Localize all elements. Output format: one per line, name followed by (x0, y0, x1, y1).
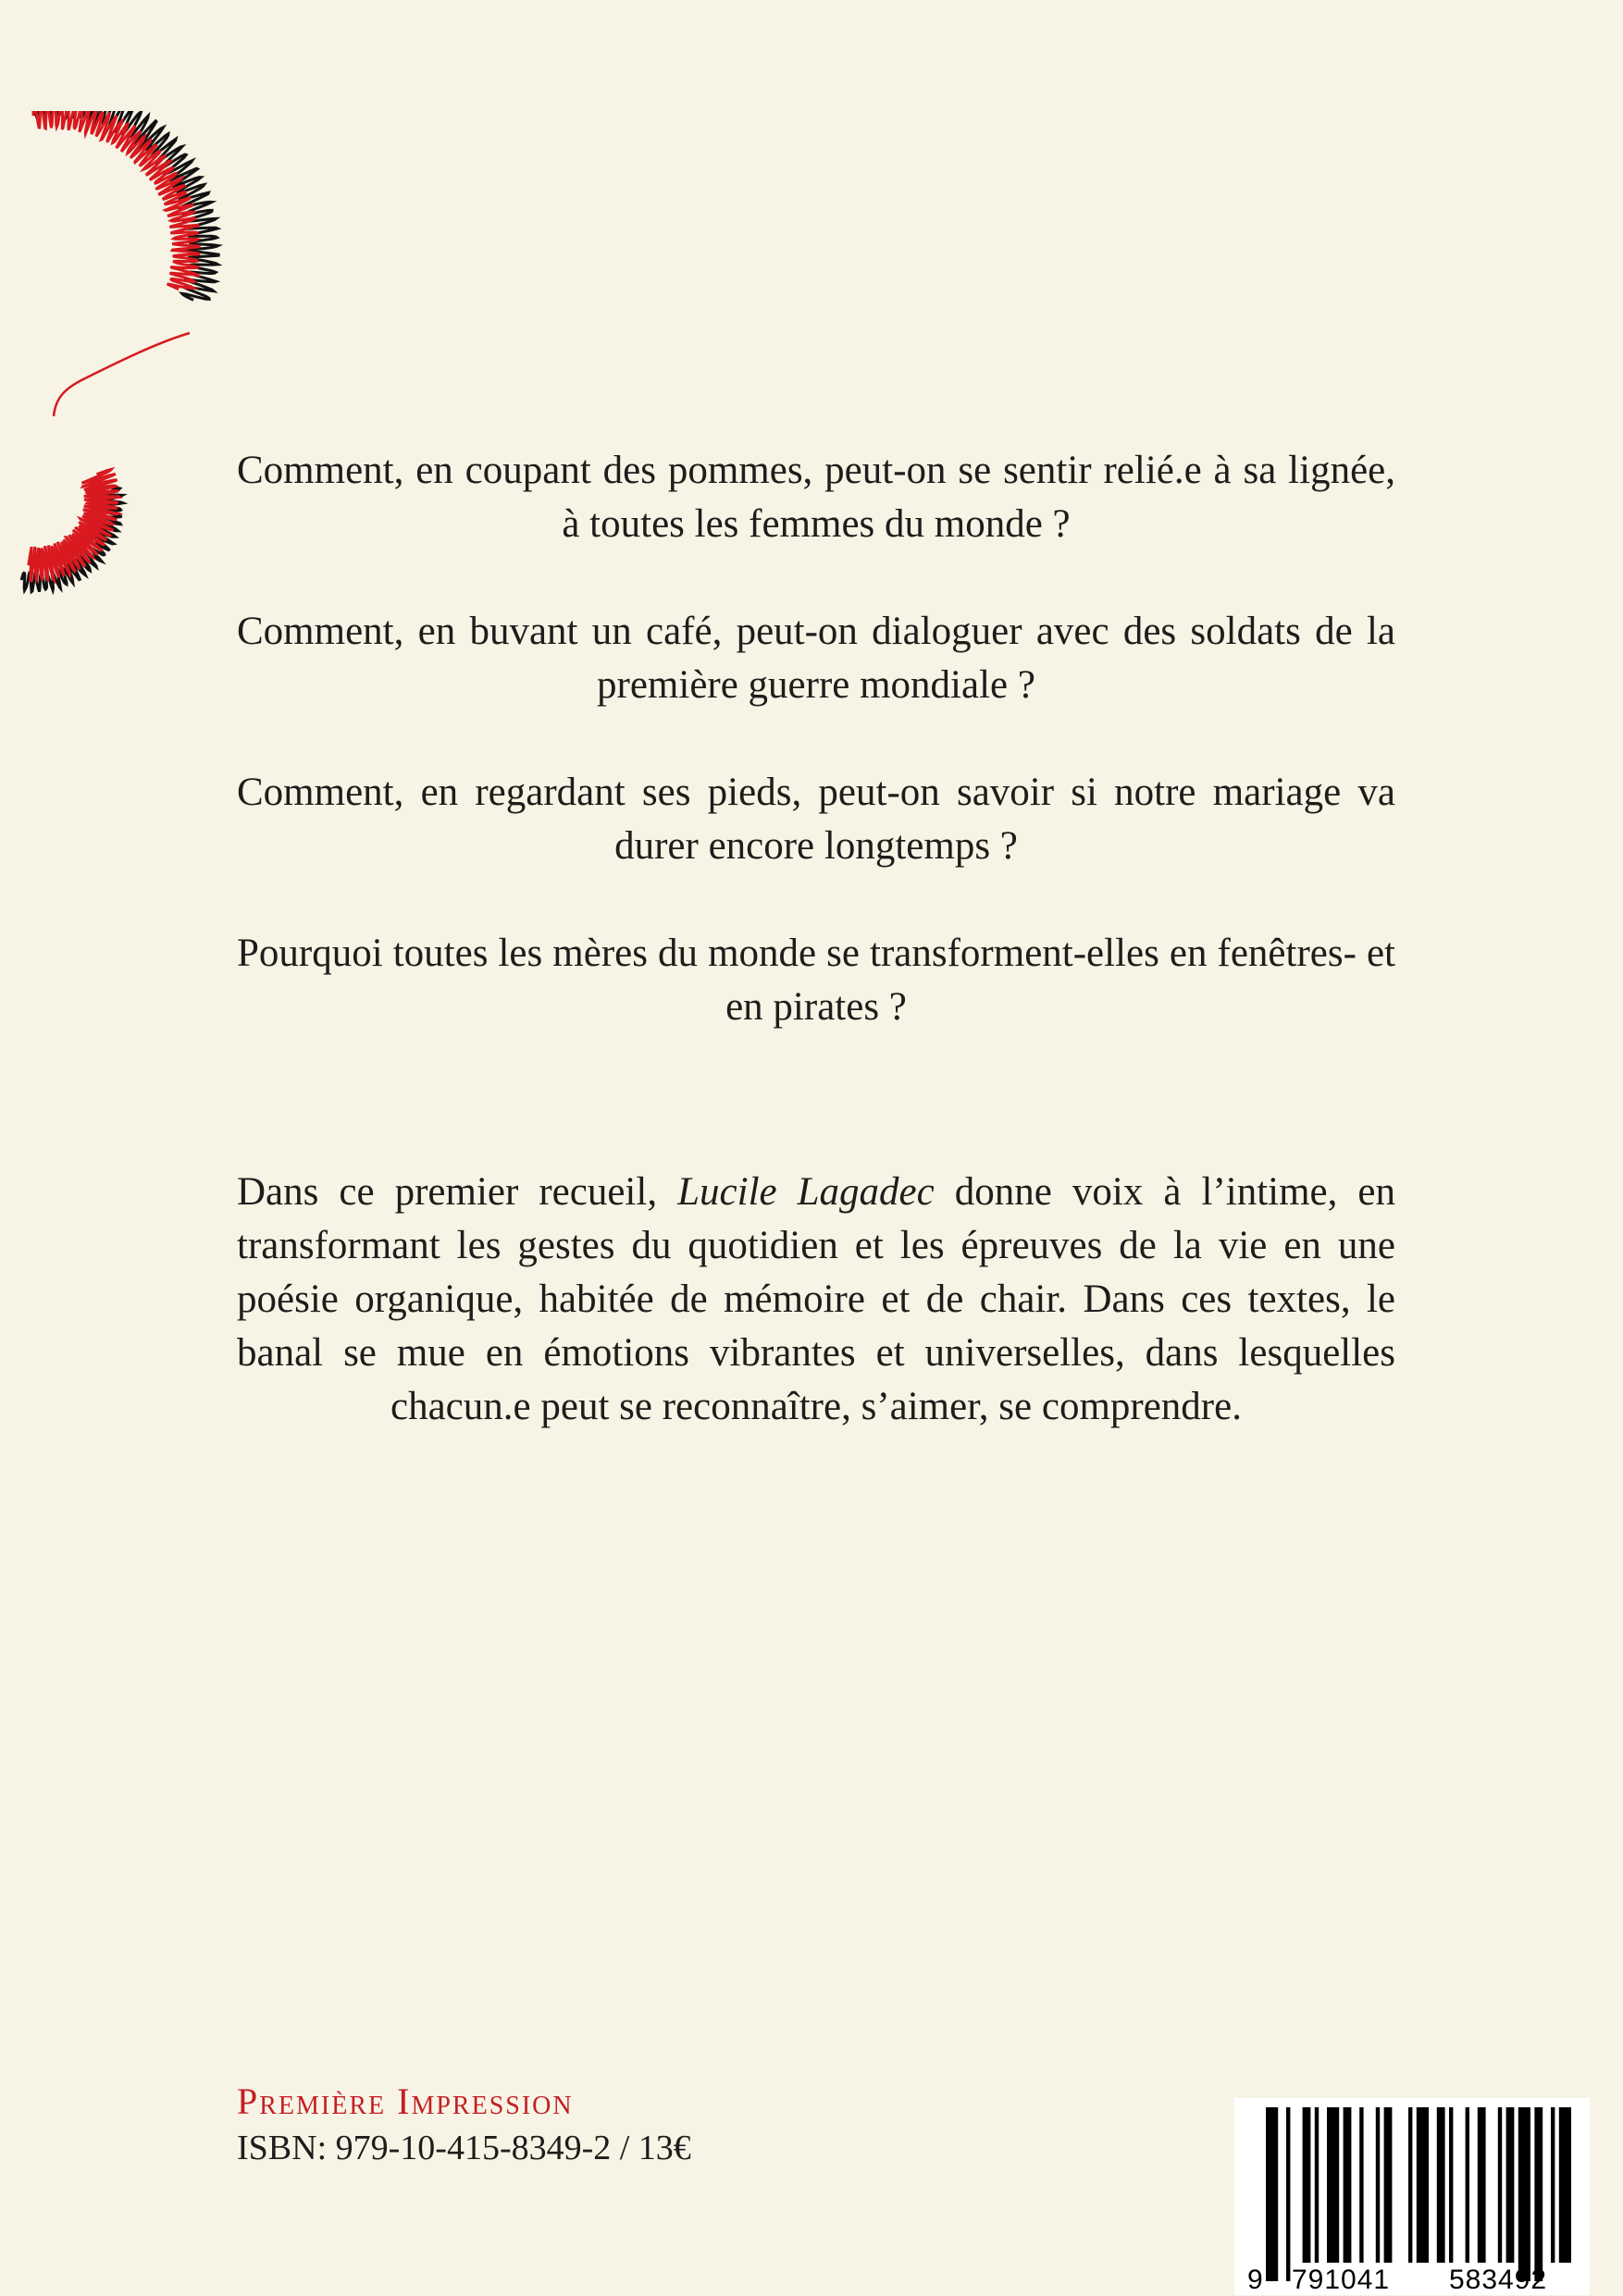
barcode-bar (1506, 2107, 1515, 2263)
barcode-bar (1408, 2107, 1412, 2263)
question-4: Pourquoi toutes les mères du monde se transforment-elles en fenêtres- et en pirates ? (237, 932, 1395, 1029)
barcode-bar (1359, 2107, 1363, 2263)
barcode-group-1: 791041 (1292, 2265, 1391, 2295)
barcode-bar (1534, 2107, 1542, 2281)
barcode-group-2: 583492 (1449, 2265, 1548, 2295)
barcode-bar (1518, 2107, 1530, 2281)
barcode-bar (1417, 2107, 1429, 2263)
author-name: Lucile Lagadec (677, 1170, 935, 1214)
question-1: Comment, en coupant des pommes, peut-on se sentir relié.e à sa lignée, à toutes les femmes du monde ? (237, 449, 1395, 546)
book-blurb (237, 1166, 1395, 1434)
barcode-bar (1498, 2107, 1502, 2263)
barcode-bar (1303, 2107, 1311, 2263)
questions-block (237, 444, 1395, 1088)
isbn-barcode (1234, 2098, 1590, 2295)
red-black-scribble-illustration (0, 111, 268, 648)
question-2: Comment, en buvant un café, peut-on dialoguer avec des soldats de la première guerre mondiale ? (237, 610, 1395, 707)
blurb-intro: Dans ce premier recueil, (237, 1170, 678, 1214)
barcode-bar (1437, 2107, 1445, 2263)
blurb-paragraph (237, 1166, 1395, 1434)
scribble-stroke (29, 469, 119, 582)
barcode-bar (1266, 2107, 1278, 2281)
barcode-bar (1551, 2107, 1555, 2263)
question-3: Comment, en regardant ses pieds, peut-on savoir si notre mariage va durer encore longtemps ? (237, 771, 1395, 868)
blurb-body: donne voix à l’intime, en transformant les gestes du quotidien et les épreuves de la vie en une poésie organique, habitée de mémoire et de chair. Dans ces textes, le banal se mue en émotions vibrantes et universelles, dans lesquelles chacun.e peut se reconnaître, s’aimer, se comprendre. (237, 1170, 1396, 1428)
scribble-stroke (33, 111, 201, 290)
isbn-price: ISBN: 979-10-415-8349-2 / 13€ (237, 2129, 691, 2167)
barcode-bar (1344, 2107, 1352, 2263)
barcode-bar (1384, 2107, 1393, 2263)
publisher-name: Première Impression (237, 2080, 574, 2122)
barcode-bar (1286, 2107, 1290, 2281)
barcode-bar (1466, 2107, 1469, 2263)
barcode-bar (1315, 2107, 1319, 2263)
scribble-connector-line (54, 333, 190, 416)
barcode-bar (1327, 2107, 1339, 2263)
barcode-bar (1478, 2107, 1486, 2263)
barcode-bar (1449, 2107, 1453, 2263)
barcode-bar (1376, 2107, 1380, 2263)
barcode-first-digit: 9 (1247, 2265, 1264, 2295)
barcode-bar (1559, 2107, 1571, 2263)
scribble-black-strokes (21, 111, 218, 592)
